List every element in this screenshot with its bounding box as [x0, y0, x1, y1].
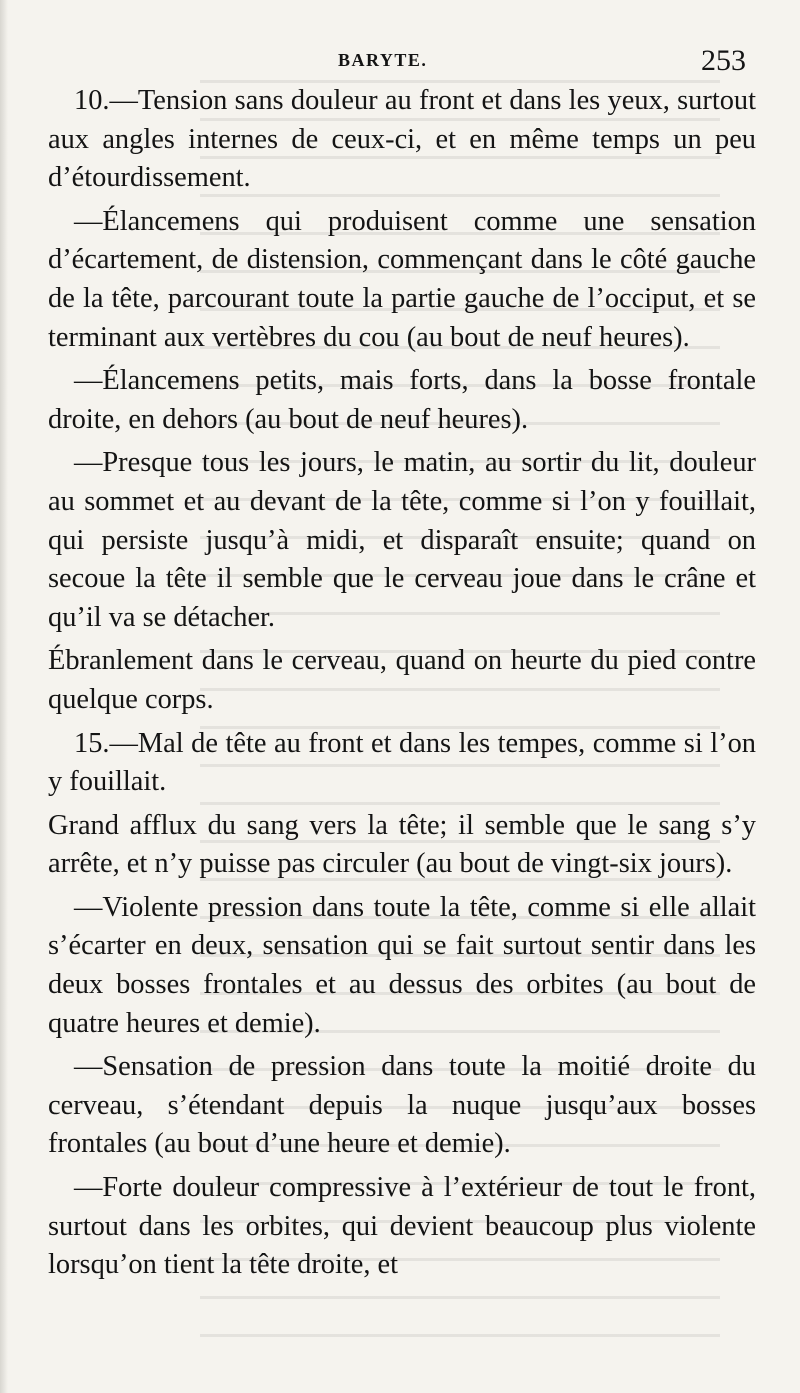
paragraph: Ébranlement dans le cerveau, quand on heurte du pied contre quelque corps.	[48, 645, 756, 715]
paragraph: 10.—Tension sans douleur au front et dans les yeux, surtout aux angles internes de ceux-ci, et en même temps un peu d’étourdissement.	[48, 85, 756, 194]
paragraph: —Violente pression dans toute la tête, comme si elle allait s’écarter en deux, sensation qui se fait surtout sentir dans les deux bosses frontales et au dessus des orbites (au bout de quatre heures et demie).	[48, 891, 756, 1039]
paragraph: —Sensation de pression dans toute la moitié droite du cerveau, s’étendant depuis la nuque jusqu’aux bosses frontales (au bout d’une heure et demie).	[48, 1051, 756, 1160]
page-body	[48, 82, 756, 1290]
paragraph: Grand afflux du sang vers la tête; il semble que le sang s’y arrête, et n’y puisse pas circuler (au bout de vingt-six jours).	[48, 809, 756, 880]
running-head	[48, 44, 746, 84]
page-number: 253	[701, 44, 746, 77]
paragraph: —Élancemens qui produisent comme une sensation d’écartement, de distension, commençant dans le côté gauche de la tête, parcourant toute la partie gauche de l’occiput, et se terminant aux vertèbres du cou (au bout de neuf heures).	[48, 205, 756, 353]
running-title: BARYTE.	[338, 50, 428, 70]
scan-edge-shadow	[0, 0, 8, 1393]
paragraph: —Élancemens petits, mais forts, dans la bosse frontale droite, en dehors (au bout de neuf heures).	[48, 365, 756, 435]
paragraph: 15.—Mal de tête au front et dans les tempes, comme si l’on y fouillait.	[48, 727, 756, 798]
paragraph: —Forte douleur compressive à l’extérieur de tout le front, surtout dans les orbites, qui devient beaucoup plus violente lorsqu’on tient la tête droite, et	[48, 1172, 756, 1281]
paragraph: —Presque tous les jours, le matin, au sortir du lit, douleur au sommet et au devant de la tête, comme si l’on y fouillait, qui persiste jusqu’à midi, et disparaît ensuite; quand on secoue la tête il semble que le cerveau joue dans le crâne et qu’il va se détacher.	[48, 447, 756, 633]
